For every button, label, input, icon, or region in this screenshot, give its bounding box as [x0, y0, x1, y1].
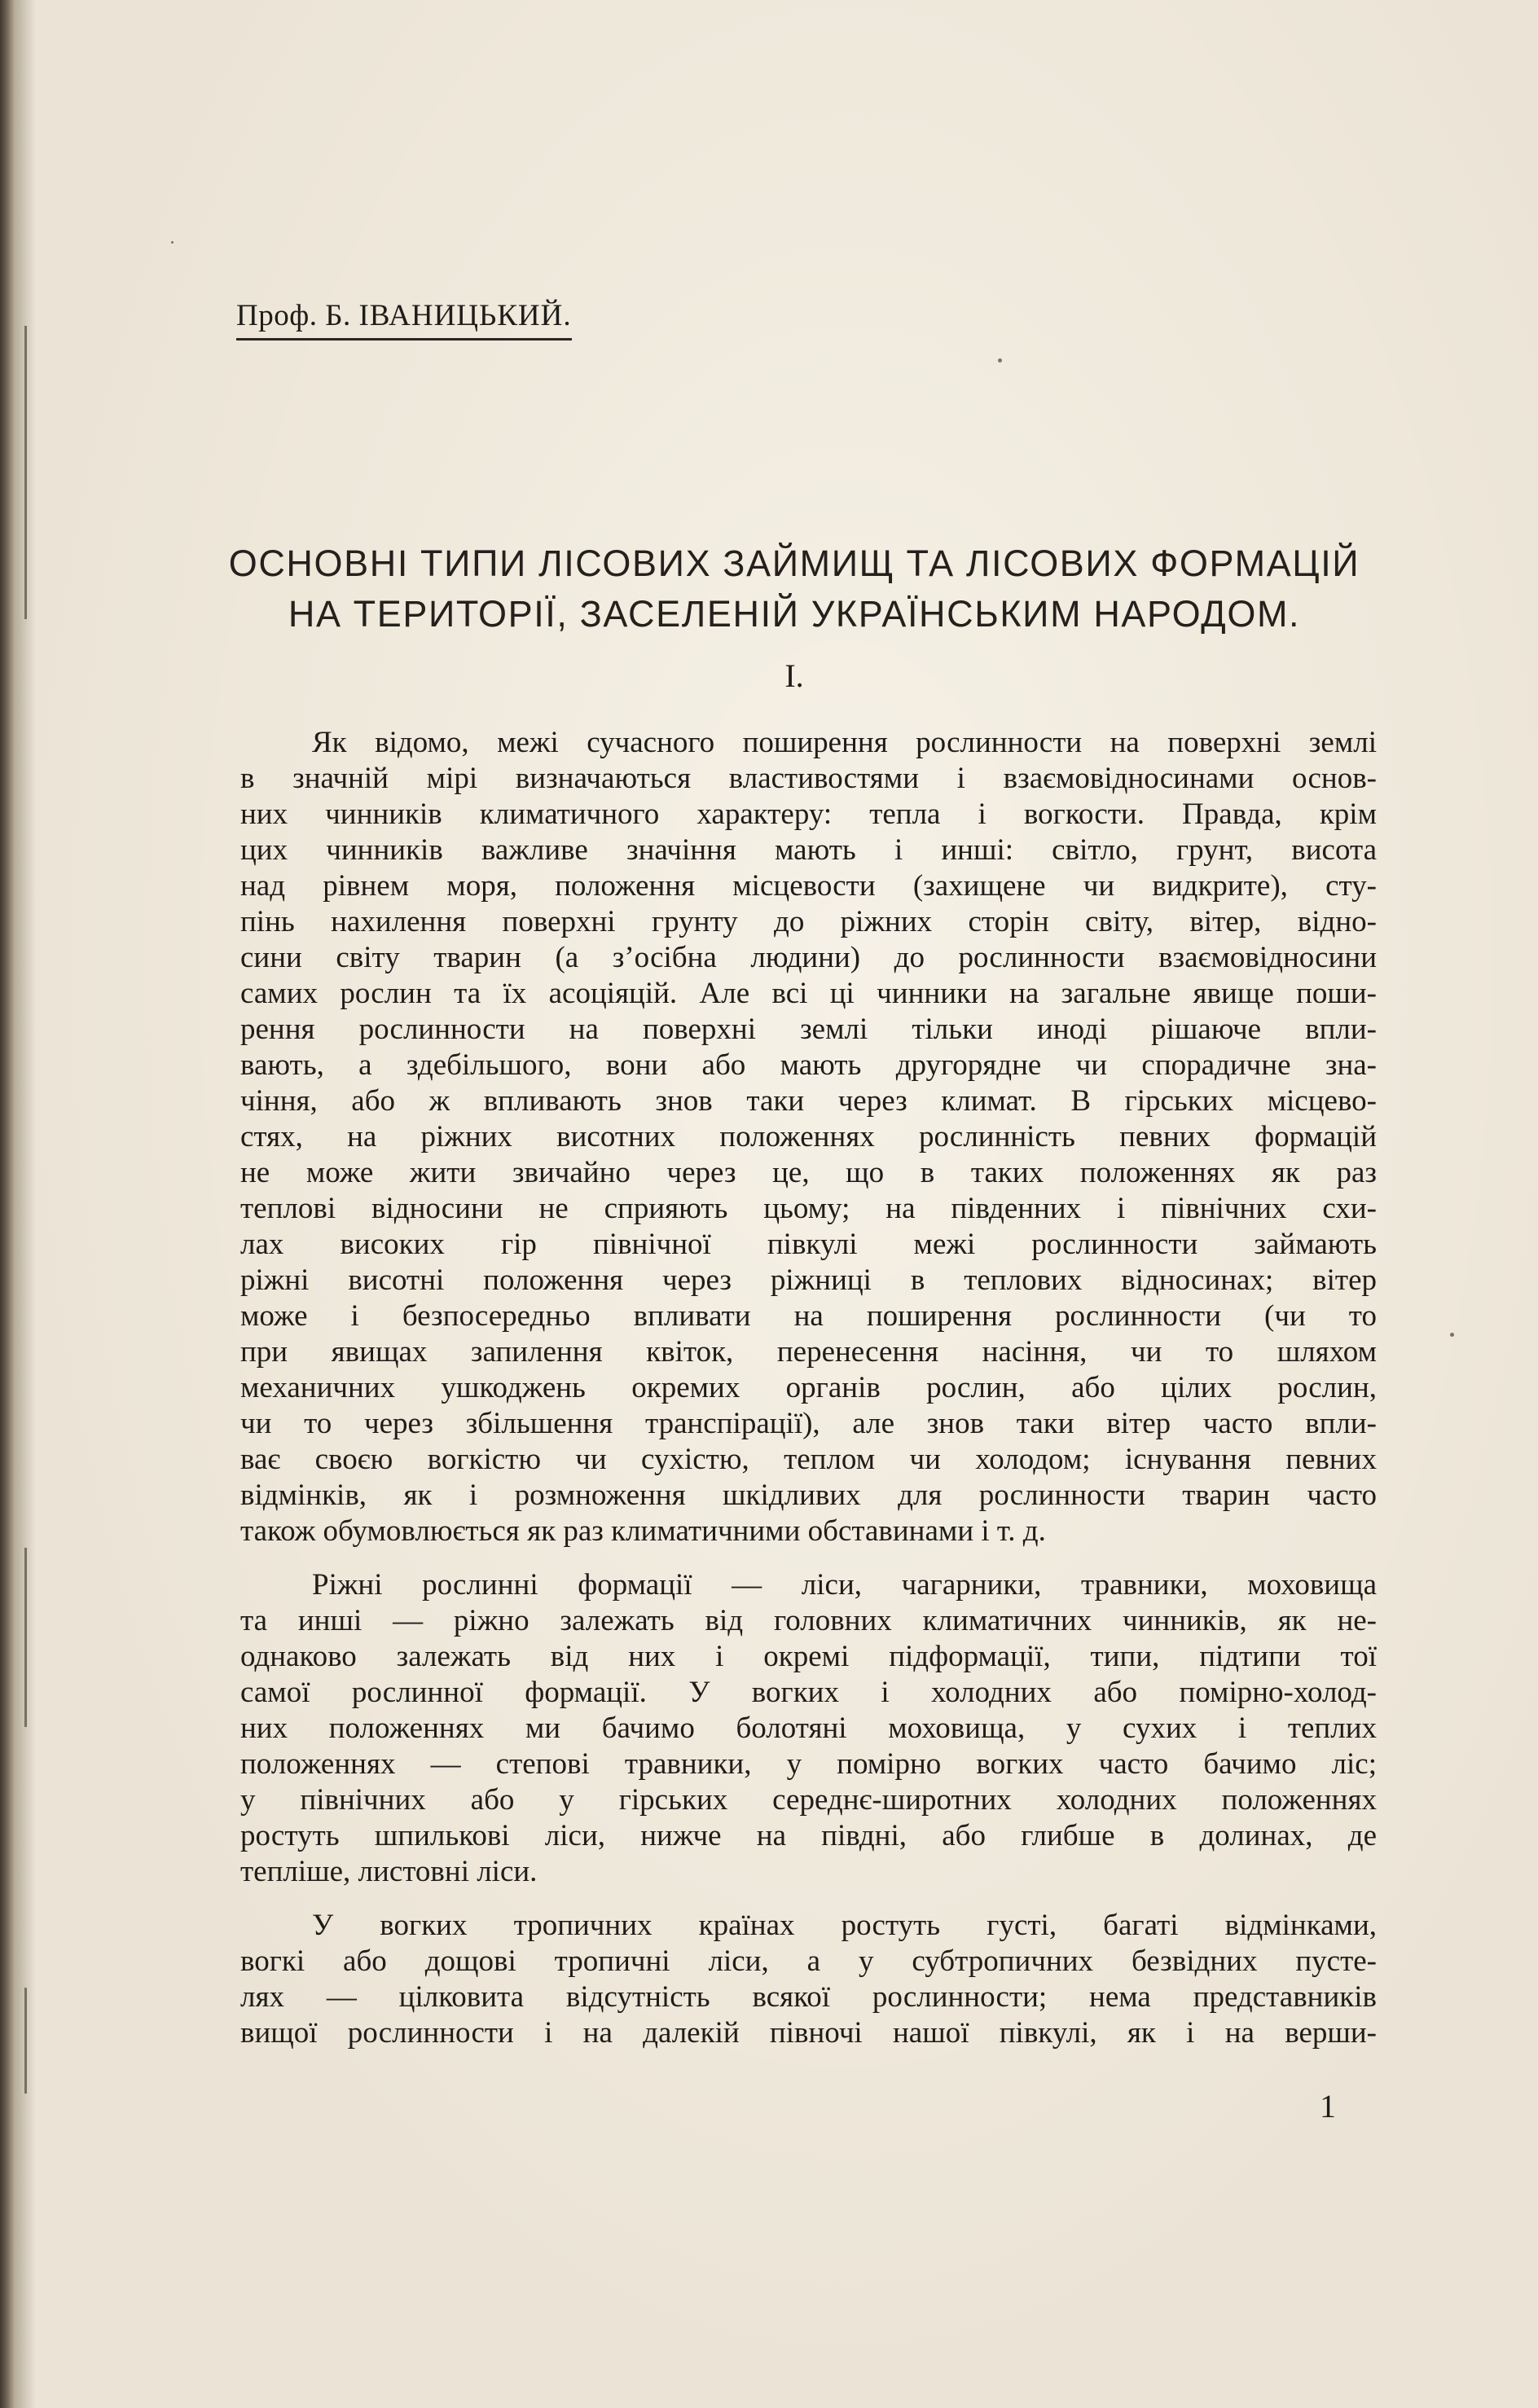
- text-line: пінь нахилення поверхні грунту до ріжних сторін світу, вітер, відно-: [240, 905, 1377, 938]
- text-line: також обумовлюється як раз климатичними обставинами і т. д.: [240, 1514, 1046, 1548]
- text-line: лях — цілковита відсутність всякої рослинности; нема представників: [240, 1980, 1377, 2014]
- text-line: лах високих гір північної півкулі межі рослинности займають: [240, 1228, 1377, 1261]
- margin-mark: [24, 1548, 27, 1727]
- article-title-line-2: НА ТЕРИТОРІЇ, ЗАСЕЛЕНІЙ УКРАЇНСЬКИМ НАРОДОМ.: [288, 593, 1301, 635]
- paragraph-1: [240, 725, 1377, 1549]
- text-line: Як відомо, межі сучасного поширення рослинности на поверхні землі: [312, 726, 1377, 759]
- text-line: чи то через збільшення транспірації), але знов таки вітер часто впли-: [240, 1407, 1377, 1440]
- paragraph-3: [240, 1908, 1377, 2051]
- author-byline: [236, 298, 572, 341]
- text-line: самої рослинної формації. У вогких і холодних або помірно-холод-: [240, 1676, 1377, 1709]
- paper-speck: [171, 241, 174, 244]
- text-line: та инші — ріжно залежать від головних климатичних чинників, як не-: [240, 1604, 1377, 1637]
- text-line: Ріжні рослинні формації — ліси, чагарники, травники, моховища: [312, 1568, 1377, 1602]
- section-number: I.: [784, 657, 804, 694]
- text-line: них чинників климатичного характеру: тепла і вогкости. Правда, крім: [240, 798, 1377, 831]
- paper-speck: [1450, 1333, 1454, 1337]
- margin-mark: [24, 326, 27, 619]
- text-line: ває своєю вогкістю чи сухістю, теплом чи холодом; існування певних: [240, 1443, 1377, 1476]
- text-line: механичних ушкоджень окремих органів рослин, або цілих рослин,: [240, 1371, 1377, 1404]
- text-line: стях, на ріжних висотних положеннях рослинність певних формацій: [240, 1120, 1377, 1153]
- article-title-line-1: ОСНОВНІ ТИПИ ЛІСОВИХ ЗАЙМИЩ ТА ЛІСОВИХ ФОРМАЦІЙ: [228, 543, 1360, 584]
- text-line: положеннях — степові травники, у помірно вогких часто бачимо ліс;: [240, 1747, 1377, 1781]
- page-number: 1: [1320, 2088, 1336, 2125]
- article-body: [240, 725, 1377, 2051]
- text-line: теплові відносини не сприяють цьому; на південних і північних схи-: [240, 1192, 1377, 1225]
- text-line: ростуть шпилькові ліси, нижче на півдні, або глибше в долинах, де: [240, 1819, 1377, 1852]
- binding-edge: [0, 0, 15, 2408]
- text-line: вогкі або дощові тропичні ліси, а у субтропичних безвідних пусте-: [240, 1944, 1377, 1978]
- paper-speck: [998, 358, 1002, 363]
- text-line: над рівнем моря, положення місцевости (захищене чи видкрите), сту-: [240, 869, 1377, 903]
- text-line: може і безпосередньо впливати на поширення рослинности (чи то: [240, 1299, 1377, 1333]
- text-line: вищої рослинности і на далекій півночі нашої півкулі, як і на верши-: [240, 2016, 1377, 2050]
- text-line: однаково залежать від них і окремі підформації, типи, підтипи тої: [240, 1640, 1377, 1673]
- text-line: тепліше, листовні ліси.: [240, 1855, 538, 1888]
- author-prefix: Проф. Б.: [236, 299, 351, 332]
- margin-mark: [24, 1988, 27, 2094]
- text-line: ріжні висотні положення через ріжниці в теплових відносинах; вітер: [240, 1263, 1377, 1297]
- author-last-name: ІВАНИЦЬКИЙ.: [358, 299, 572, 332]
- text-line: чіння, або ж впливають знов таки через климат. В гірських місцево-: [240, 1084, 1377, 1118]
- text-line: сини світу тварин (а з’осібна людини) до рослинности взаємовідносини: [240, 941, 1377, 974]
- text-line: рення рослинности на поверхні землі тільки иноді рішаюче впли-: [240, 1013, 1377, 1046]
- text-line: не може жити звичайно через це, що в таких положеннях як раз: [240, 1156, 1377, 1189]
- text-line: відмінків, як і розмноження шкідливих для рослинности тварин часто: [240, 1479, 1377, 1512]
- text-line: при явищах запилення квіток, перенесення насіння, чи то шляхом: [240, 1335, 1377, 1369]
- text-line: них положеннях ми бачимо болотяні моховища, у сухих і теплих: [240, 1712, 1377, 1745]
- text-line: вають, а здебільшого, вони або мають другорядне чи спорадичне зна-: [240, 1048, 1377, 1082]
- text-line: самих рослин та їх асоціяцій. Але всі ці чинники на загальне явище поши-: [240, 977, 1377, 1010]
- text-line: У вогких тропичних країнах ростуть густі, багаті відмінками,: [312, 1909, 1377, 1942]
- paragraph-2: [240, 1567, 1377, 1890]
- text-line: в значній мірі визначаються властивостями і взаємовідносинами основ-: [240, 762, 1377, 795]
- text-line: цих чинників важливе значіння мають і инші: світло, грунт, висота: [240, 833, 1377, 867]
- text-line: у північних або у гірських середнє-широтних холодних положеннях: [240, 1783, 1377, 1817]
